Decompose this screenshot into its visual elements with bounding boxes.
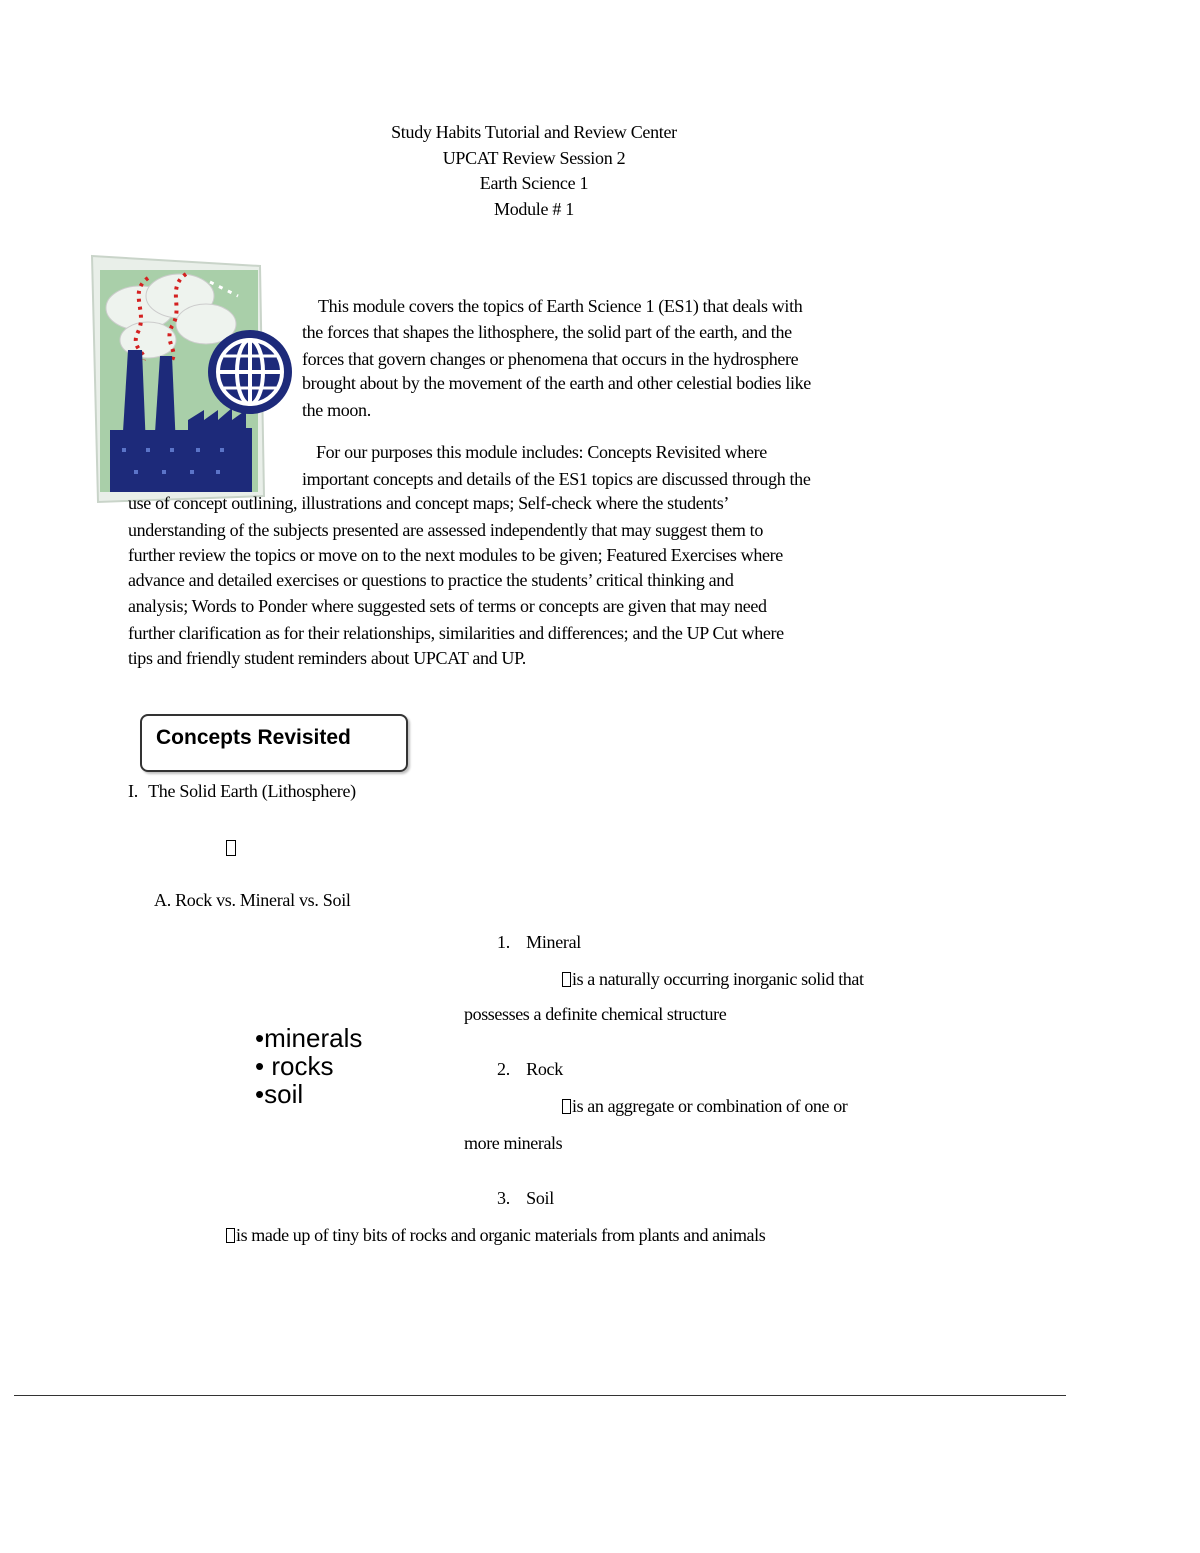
item-1-def-line2: possesses a definite chemical structure bbox=[464, 1004, 727, 1024]
item-2-term: Rock bbox=[526, 1059, 563, 1079]
item-2-def-line2: more minerals bbox=[464, 1133, 563, 1153]
header-session: UPCAT Review Session 2 bbox=[442, 148, 626, 168]
footer-divider bbox=[14, 1395, 1066, 1396]
bullet-soil: •soil bbox=[255, 1079, 304, 1109]
factory-globe-clipart-icon bbox=[88, 252, 300, 504]
intro-p2-line-4: understanding of the subjects presented are assessed independently that may suggest them to bbox=[128, 520, 763, 540]
intro-p1-line-5: the moon. bbox=[302, 400, 371, 420]
header-subject: Earth Science 1 bbox=[479, 173, 589, 193]
item-2 bbox=[497, 1059, 563, 1080]
outline-heading-text: The Solid Earth (Lithosphere) bbox=[148, 781, 356, 801]
item-1-number: 1. bbox=[497, 932, 510, 952]
item-3-definition bbox=[226, 1225, 765, 1246]
concepts-revisited-box bbox=[140, 714, 408, 772]
intro-p2-line-7: analysis; Words to Ponder where suggested sets of terms or concepts are given that may need bbox=[128, 596, 767, 616]
item-1 bbox=[497, 932, 581, 953]
subsection-a: A. Rock vs. Mineral vs. Soil bbox=[154, 890, 351, 910]
bullet-list bbox=[255, 1024, 362, 1108]
missing-glyph-icon bbox=[562, 1099, 571, 1114]
outline-heading-number: I. bbox=[128, 781, 138, 801]
intro-p2-line-1: For our purposes this module includes: Concepts Revisited where bbox=[316, 442, 767, 462]
intro-p1-line-2: the forces that shapes the lithosphere, the solid part of the earth, and the bbox=[302, 322, 792, 342]
missing-glyph-icon bbox=[562, 972, 571, 987]
item-3-def-line1: is made up of tiny bits of rocks and organic materials from plants and animals bbox=[236, 1225, 766, 1245]
intro-p2-line-2: important concepts and details of the ES1 topics are discussed through the bbox=[302, 469, 811, 489]
header-center-name: Study Habits Tutorial and Review Center bbox=[391, 122, 677, 142]
item-2-number: 2. bbox=[497, 1059, 510, 1079]
intro-p2-line-9: tips and friendly student reminders about UPCAT and UP. bbox=[128, 648, 526, 668]
item-1-term: Mineral bbox=[526, 932, 581, 952]
bullet-minerals: •minerals bbox=[255, 1023, 363, 1053]
item-2-def-line1: is an aggregate or combination of one or bbox=[572, 1096, 848, 1116]
intro-p1-line-3: forces that govern changes or phenomena that occurs in the hydrosphere bbox=[302, 349, 799, 369]
bullet-rocks: • rocks bbox=[255, 1051, 334, 1081]
intro-p2-line-6: advance and detailed exercises or questions to practice the students’ critical thinking and bbox=[128, 570, 734, 590]
item-2-definition bbox=[562, 1096, 847, 1117]
missing-glyph-icon bbox=[226, 1228, 235, 1243]
concepts-revisited-label: Concepts Revisited bbox=[156, 726, 351, 749]
intro-p2-line-3: use of concept outlining, illustrations and concept maps; Self-check where the students’ bbox=[128, 493, 730, 513]
outline-heading bbox=[128, 781, 356, 802]
item-1-def-line1: is a naturally occurring inorganic solid that bbox=[572, 969, 864, 989]
intro-p2-line-5: further review the topics or move on to the next modules to be given; Featured Exercises where bbox=[128, 545, 783, 565]
intro-p1-line-4: brought about by the movement of the earth and other celestial bodies like bbox=[302, 373, 811, 393]
missing-glyph-icon bbox=[226, 838, 237, 859]
header-module: Module # 1 bbox=[494, 199, 574, 219]
intro-p2-line-8: further clarification as for their relationships, similarities and differences; and the UP Cut where bbox=[128, 623, 784, 643]
intro-p1-line-1: This module covers the topics of Earth Science 1 (ES1) that deals with bbox=[318, 296, 803, 316]
item-3-number: 3. bbox=[497, 1188, 510, 1208]
item-1-definition bbox=[562, 969, 864, 990]
item-3-term: Soil bbox=[526, 1188, 554, 1208]
item-3 bbox=[497, 1188, 554, 1209]
